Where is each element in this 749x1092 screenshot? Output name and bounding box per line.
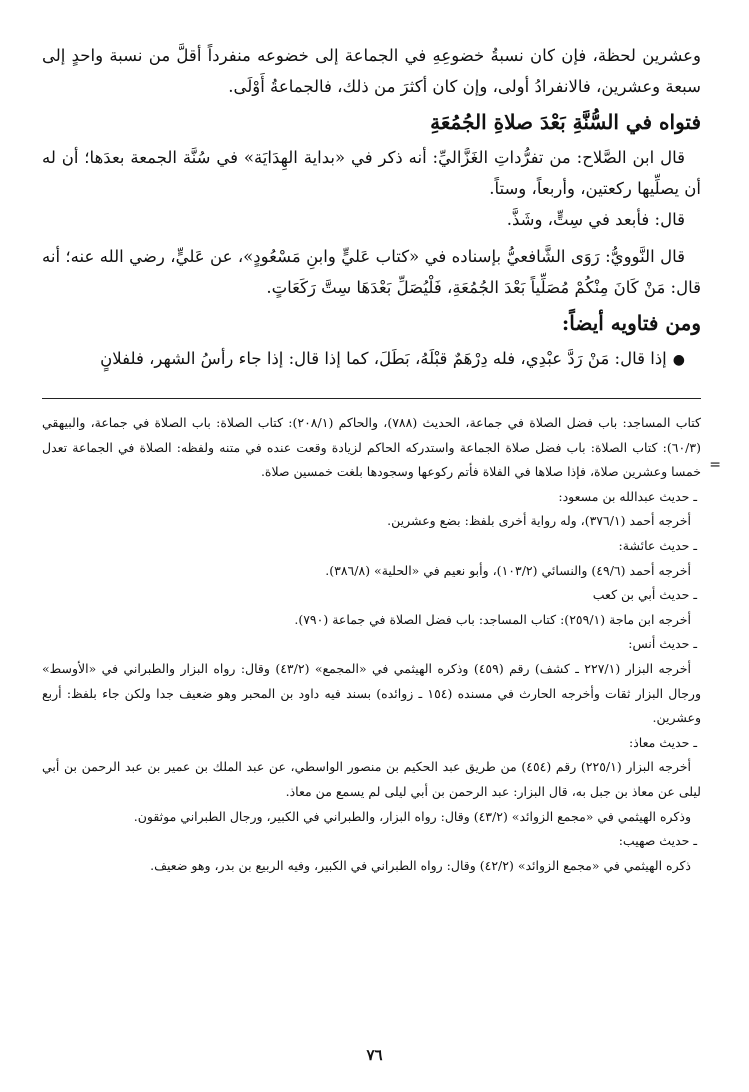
footnote-line: أخرجه البزار (٢٢٥/١) رقم (٤٥٤) من طريق عبد الحكيم بن منصور الواسطي، عن عبد الملك بن عمير بن عبد الرحمن بن أبي ليلى عن معاذ بن جبل به، قال البزار: عبد الرحمن بن أبي ليلى لم يسمع من معاذ.: [42, 759, 701, 799]
footnote-line: أخرجه البزار (٢٢٧/١ ـ كشف) رقم (٤٥٩) وذكره الهيثمي في «المجمع» (٤٣/٢) وقال: رواه البزار والطبراني في «الأوسط» ورجال البزار ثقات وأخرجه الحارث في مسنده (١٥٤ ـ زوائده) بسند فيه داود بن المحبر وهو ضعيف جدا ولكن جاء بلفظ: أربع وعشرين.: [42, 660, 701, 726]
footnote-line: وذكره الهيثمي في «مجمع الزوائد» (٤٣/٢) وقال: رواه البزار، والطبراني في الكبير، ورجال الطبراني موثقون.: [133, 808, 691, 824]
section-heading-sunnah-after-jumuah: فتواه في السُّنَّةِ بَعْدَ صلاةِ الجُمُعَةِ: [430, 110, 701, 134]
footnote-line: أخرجه أحمد (٤٩/٦) والنسائي (١٠٣/٢)، وأبو نعيم في «الحلية» (٣٨٦/٨).: [325, 562, 691, 578]
footnote-line: ـ حديث عبدالله بن مسعود:: [558, 488, 697, 504]
footnote-line: ـ حديث أبي بن كعب: [592, 587, 697, 603]
footnote-line: ـ حديث أنس:: [628, 636, 697, 652]
section-heading-other-fatwas: ومن فتاويه أيضاً:: [561, 311, 701, 335]
footnote-line: ـ حديث عائشة:: [618, 537, 697, 553]
paragraph-ibn-salah: قال ابن الصَّلاح: من تفرُّداتِ الغَزَّاليِّ: أنه ذكر في «بداية الهِدَايَة» في سُنَّة الجمعة بعدَها؛ أن له أن يصلِّيها ركعتين، وأربعاً، وستاً.: [42, 148, 701, 198]
footnote-line: ـ حديث صهيب:: [618, 833, 697, 849]
paragraph-continuation: وعشرين لحظة، فإن كان نسبةُ خضوعِهِ في الجماعة إلى خضوعه منفرداً أقلَّ من نسبة واحدٍ إلى سبعة وعشرين، فالانفرادُ أولى، وإن كان أكثرَ من ذلك، فالجماعةُ أَوْلَى.: [42, 46, 701, 96]
paragraph-fatwa-bullet: [42, 343, 701, 376]
footnote-line: كتاب المساجد: باب فضل الصلاة في جماعة، الحديث (٧٨٨)، والحاكم (٢٠٨/١): كتاب الصلاة: باب الصلاة في جماعة، والبيهقي (٦٠/٣): كتاب الصلاة: باب فضل صلاة الجماعة واستدركه الحاكم لزيادة وقعت عنده في متنه ولفظه: الصلاة في الجماعة تعدل خمسا وعشرين صلاة، فإذا صلاها في الفلاة فأتم ركوعها وسجودها بلغت خمسين صلاة.: [42, 415, 701, 480]
footnote-line: أخرجه أحمد (٣٧٦/١)، وله رواية أخرى بلفظ: بضع وعشرين.: [387, 513, 691, 529]
footnote-line: ـ حديث معاذ:: [629, 734, 697, 750]
footnote-continuation-marker: =: [709, 457, 721, 473]
footnotes: [42, 411, 701, 878]
paragraph-nawawi: قال النَّوويُّ: رَوَى الشَّافعيُّ بإسناده في «كتاب عَليٍّ وابنِ مَسْعُودٍ»، عن عَليٍّ، رضي الله عنه؛ أنه قال: مَنْ كَانَ مِنْكُمْ مُصَلِّياً بَعْدَ الجُمُعَةِ، فَلْيُصَلِّ بَعْدَهَا سِتَّ رَكَعَاتٍ.: [42, 247, 701, 297]
paragraph-ibn-salah-comment: قال: فأبعد في سِتٍّ، وشَذَّ.: [506, 210, 685, 229]
fatwa-text: إذا قال: مَنْ رَدَّ عبْدِي، فله دِرْهَمٌ قبْلَهُ، بَطَلَ، كما إذا قال: إذا جاء رأسُ الشهر، فلفلانٍ: [100, 349, 667, 368]
page-number: ٧٦: [366, 1046, 383, 1064]
bullet-icon: ●: [672, 352, 685, 368]
footnote-line: ذكره الهيثمي في «مجمع الزوائد» (٤٢/٢) وقال: رواه الطبراني في الكبير، وفيه الربيع بن بدر، وهو ضعيف.: [150, 857, 691, 873]
footnote-line: أخرجه ابن ماجة (٢٥٩/١): كتاب المساجد: باب فضل الصلاة في جماعة (٧٩٠).: [294, 611, 691, 627]
footnote-divider: [42, 398, 701, 399]
main-text: [42, 40, 701, 376]
